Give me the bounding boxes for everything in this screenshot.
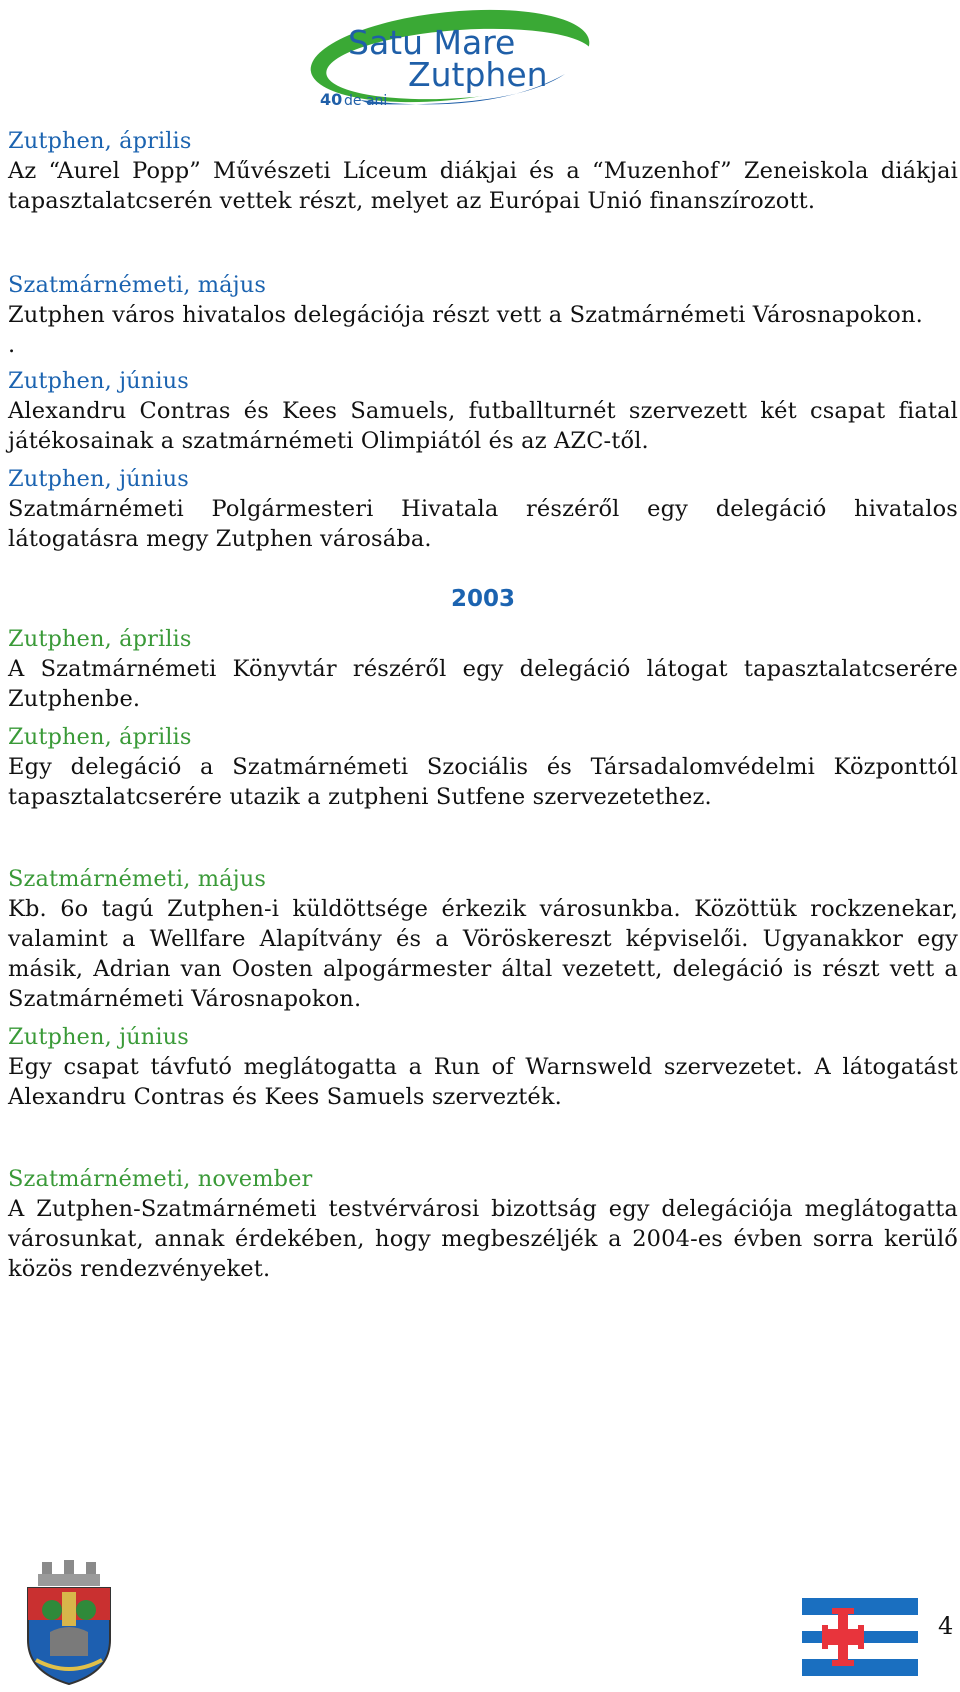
- event-text: Szatmárnémeti Polgármesteri Hivatala részéről egy delegáció hivatalos látogatásra megy Zutphen városába.: [8, 496, 958, 552]
- event-heading: Zutphen, április: [8, 128, 192, 154]
- satu-mare-zutphen-logo: [300, 4, 610, 122]
- event-heading: Zutphen, június: [8, 1024, 189, 1050]
- event-heading: Szatmárnémeti, május: [8, 866, 266, 892]
- event-heading: Szatmárnémeti, május: [8, 272, 266, 298]
- event-entry: [8, 1164, 958, 1284]
- event-text: Egy csapat távfutó meglátogatta a Run of Warnsweld szervezetet. A látogatást Alexandru Contras és Kees Samuels szervezték.: [8, 1054, 958, 1110]
- event-text: Egy delegáció a Szatmárnémeti Szociális és Társadalomvédelmi Központtól tapasztalatcserére utazik a zutpheni Sutfene szervezetethez.: [8, 754, 958, 810]
- svg-text:40: 40: [320, 90, 343, 109]
- event-entry: [8, 270, 958, 360]
- event-heading: Zutphen, április: [8, 626, 192, 652]
- event-heading: Zutphen, április: [8, 724, 192, 750]
- svg-text:Satu Mare: Satu Mare: [348, 23, 516, 62]
- event-entry: [8, 366, 958, 456]
- event-entry: [8, 464, 958, 554]
- year-heading: 2003: [450, 586, 515, 612]
- document-body: [8, 126, 958, 1284]
- event-entry: [8, 624, 958, 714]
- event-heading: Zutphen, június: [8, 368, 189, 394]
- event-entry: [8, 864, 958, 1014]
- event-entry: [8, 1022, 958, 1112]
- page-number: 4: [938, 1612, 954, 1640]
- city-coat-of-arms-icon: [22, 1560, 116, 1686]
- event-text: A Szatmárnémeti Könyvtár részéről egy delegáció látogat tapasztalatcserére Zutphenbe.: [8, 656, 958, 712]
- svg-text:de ani: de ani: [344, 93, 388, 109]
- svg-text:Zutphen: Zutphen: [408, 55, 548, 94]
- event-text: Zutphen város hivatalos delegációja részt vett a Szatmárnémeti Városnapokon.: [8, 302, 923, 328]
- event-entry: [8, 126, 958, 216]
- event-entry: [8, 722, 958, 812]
- event-text: A Zutphen-Szatmárnémeti testvérvárosi bizottság egy delegációja meglátogatta városunkat, annak érdekében, hogy megbeszéljék a 2004-es évben sorra kerülő közös rendezvényeket.: [8, 1196, 958, 1282]
- event-heading: Szatmárnémeti, november: [8, 1166, 313, 1192]
- event-text: Kb. 6o tagú Zutphen-i küldöttsége érkezik városunkba. Közöttük rockzenekar, valamint a Wellfare Alapítvány és a Vöröskereszt képviselői. Ugyanakkor egy másik, Adrian van Oosten alpogármester által vezetett, delegáció is részt vett a Szatmárnémeti Városnapokon.: [8, 896, 958, 1012]
- zutphen-flag-icon: [802, 1598, 918, 1676]
- event-text: Alexandru Contras és Kees Samuels, futballturnét szervezett két csapat fiatal játékosainak a szatmárnémeti Olimpiától és az AZC-től.: [8, 398, 958, 454]
- event-text: Az “Aurel Popp” Művészeti Líceum diákjai és a “Muzenhof” Zeneiskola diákjai tapasztalatcserén vettek részt, melyet az Európai Unió finanszírozott.: [8, 158, 958, 214]
- event-heading: Zutphen, június: [8, 466, 189, 492]
- stray-dot: .: [8, 332, 16, 358]
